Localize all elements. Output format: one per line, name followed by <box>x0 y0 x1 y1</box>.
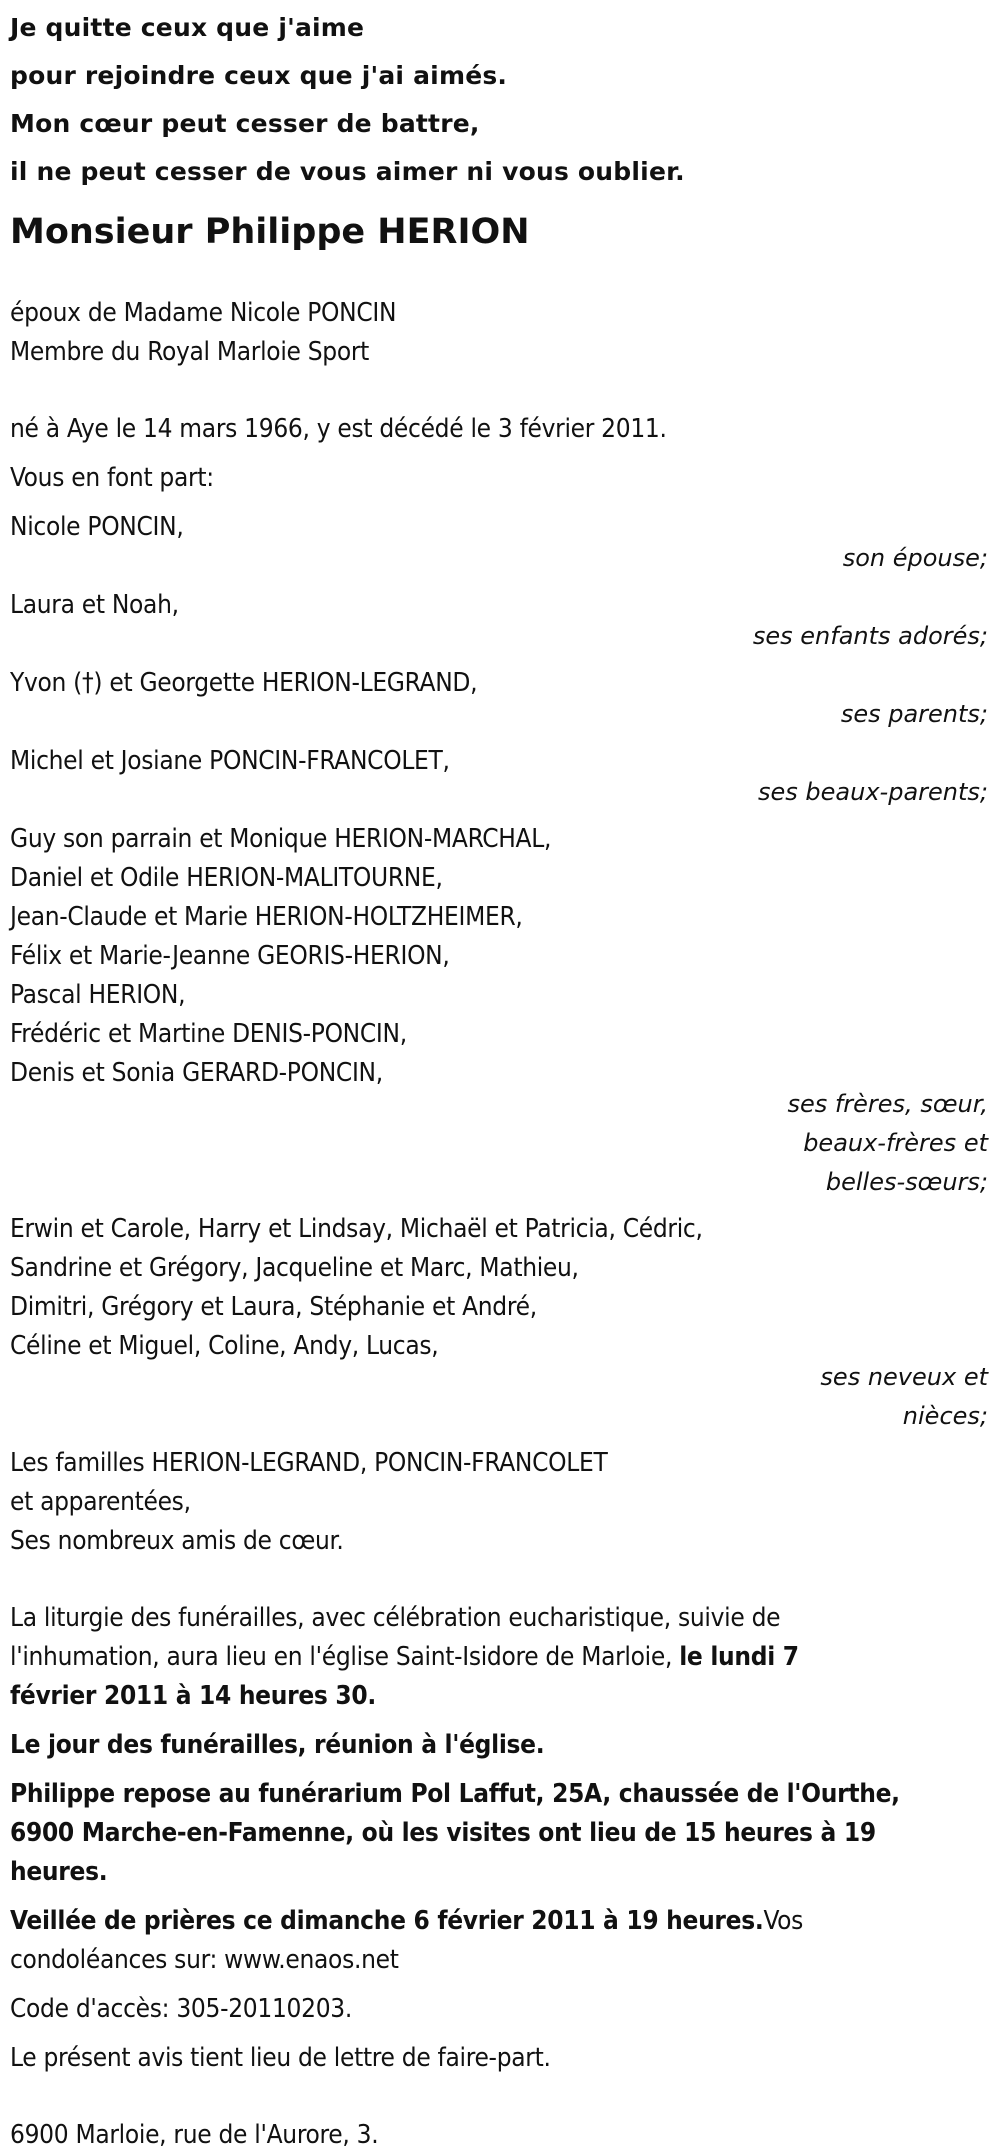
family-names: Guy son parrain et Monique HERION-MARCHAL, <box>10 824 552 854</box>
poem-line: Je quitte ceux que j'aime <box>10 13 365 42</box>
spacer <box>10 372 990 410</box>
family-names: Laura et Noah, <box>10 590 179 620</box>
vigil-line <box>10 1902 990 1941</box>
family-group-children <box>10 586 990 656</box>
family-group-parents <box>10 664 990 734</box>
poem-line: pour rejoindre ceux que j'ai aimés. <box>10 61 508 90</box>
membership-line: Membre du Royal Marloie Sport <box>10 337 370 367</box>
address-line: 6900 Marloie, rue de l'Aurore, 3. <box>10 2120 379 2150</box>
notice-line: Le présent avis tient lieu de lettre de faire-part. <box>10 2043 551 2073</box>
repose-line: Philippe repose au funérarium Pol Laffut, 25A, chaussée de l'Ourthe, <box>10 1779 900 1809</box>
relation-label: son épouse; <box>842 544 988 572</box>
repose-paragraph <box>10 1775 990 1892</box>
liturgy-line: La liturgie des funérailles, avec célébration eucharistique, suivie de <box>10 1603 781 1633</box>
vigil-text: Veillée de prières ce dimanche 6 février 2011 à 19 heures. <box>10 1906 764 1936</box>
access-code: Code d'accès: 305-20110203. <box>10 1994 352 2024</box>
poem <box>10 8 990 192</box>
family-names: Daniel et Odile HERION-MALITOURNE, <box>10 863 443 893</box>
family-names: Félix et Marie-Jeanne GEORIS-HERION, <box>10 941 450 971</box>
vigil-paragraph <box>10 1902 990 1980</box>
family-names: Yvon (†) et Georgette HERION-LEGRAND, <box>10 668 478 698</box>
condolences-text: Vos <box>763 1906 804 1936</box>
liturgy-paragraph <box>10 1599 990 1716</box>
relation-label: ses frères, sœur, <box>787 1090 988 1118</box>
relation-label: beaux-frères et <box>803 1129 988 1157</box>
family-group-spouse <box>10 508 990 578</box>
relation-label: ses parents; <box>840 700 988 728</box>
family-names: Jean-Claude et Marie HERION-HOLTZHEIMER, <box>10 902 523 932</box>
poem-line: Mon cœur peut cesser de battre, <box>10 109 480 138</box>
liturgy-line <box>10 1638 990 1677</box>
repose-line: heures. <box>10 1857 108 1887</box>
family-names: Dimitri, Grégory et Laura, Stéphanie et André, <box>10 1292 537 1322</box>
family-names: Denis et Sonia GERARD-PONCIN, <box>10 1058 383 1088</box>
family-group-nephews <box>10 1210 990 1436</box>
families-line: Les familles HERION-LEGRAND, PONCIN-FRANCOLET <box>10 1448 608 1478</box>
friends-line: Ses nombreux amis de cœur. <box>10 1526 344 1556</box>
family-names: Frédéric et Martine DENIS-PONCIN, <box>10 1019 407 1049</box>
families-line: et apparentées, <box>10 1487 191 1517</box>
family-names: Pascal HERION, <box>10 980 186 1010</box>
liturgy-text: l'inhumation, aura lieu en l'église Saint-Isidore de Marloie, <box>10 1642 680 1672</box>
meeting-line: Le jour des funérailles, réunion à l'église. <box>10 1730 545 1760</box>
spacer <box>10 2078 990 2116</box>
relation-label: ses neveux et <box>820 1363 988 1391</box>
family-names: Michel et Josiane PONCIN-FRANCOLET, <box>10 746 450 776</box>
spouse-line: époux de Madame Nicole PONCIN <box>10 298 397 328</box>
families-and-friends <box>10 1444 990 1561</box>
obituary-notice <box>10 0 990 2155</box>
condolences-link-line: condoléances sur: www.enaos.net <box>10 1945 399 1975</box>
relation-label: nièces; <box>902 1402 988 1430</box>
family-group-parents-in-law <box>10 742 990 812</box>
liturgy-date: le lundi 7 <box>679 1642 799 1672</box>
family-group-siblings <box>10 820 990 1202</box>
family-names: Erwin et Carole, Harry et Lindsay, Michaël et Patricia, Cédric, <box>10 1214 703 1244</box>
announce-line: Vous en font part: <box>10 463 214 493</box>
repose-line: 6900 Marche-en-Famenne, où les visites ont lieu de 15 heures à 19 <box>10 1818 876 1848</box>
poem-line: il ne peut cesser de vous aimer ni vous oublier. <box>10 157 685 186</box>
spacer <box>10 1561 990 1599</box>
deceased-name-title: Monsieur Philippe HERION <box>10 212 530 252</box>
relation-label: ses beaux-parents; <box>758 778 988 806</box>
family-names: Céline et Miguel, Coline, Andy, Lucas, <box>10 1331 439 1361</box>
family-names: Nicole PONCIN, <box>10 512 184 542</box>
family-names: Sandrine et Grégory, Jacqueline et Marc, Mathieu, <box>10 1253 579 1283</box>
relation-label: belles-sœurs; <box>825 1168 988 1196</box>
birth-death-line: né à Aye le 14 mars 1966, y est décédé le 3 février 2011. <box>10 414 667 444</box>
relation-label: ses enfants adorés; <box>752 622 988 650</box>
liturgy-date-line: février 2011 à 14 heures 30. <box>10 1681 376 1711</box>
